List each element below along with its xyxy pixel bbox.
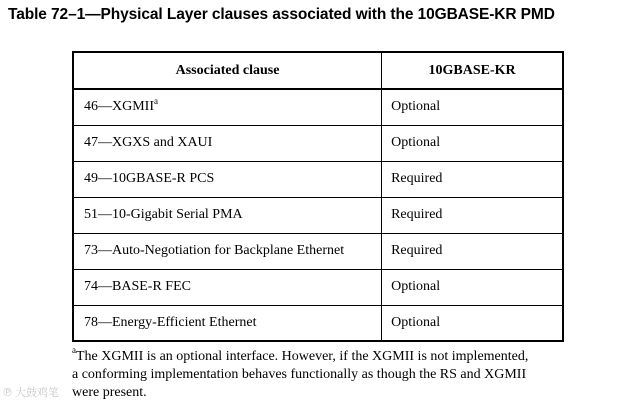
weibo-icon: ℗ [2, 386, 13, 399]
table-row [73, 269, 563, 305]
clause-cell [73, 89, 382, 125]
table-row [73, 305, 563, 341]
footnote-line: were present. [72, 385, 147, 400]
table-row [73, 197, 563, 233]
table-row [73, 161, 563, 197]
clause-cell: 51—10-Gigabit Serial PMA [73, 197, 382, 233]
watermark [2, 384, 59, 400]
table-title: Table 72–1—Physical Layer clauses associated with the 10GBASE-KR PMD [8, 6, 555, 23]
status-cell: Optional [382, 305, 563, 341]
status-cell: Required [382, 197, 563, 233]
watermark-text: 大鼓鸡笔 [15, 386, 59, 399]
table-footnote [72, 345, 572, 402]
clause-text: 46—XGMII [84, 99, 154, 115]
footnote-line: a conforming implementation behaves functionally as though the RS and XGMII [72, 367, 527, 382]
clause-cell: 73—Auto-Negotiation for Backplane Ethernet [73, 233, 382, 269]
status-cell: Optional [382, 269, 563, 305]
footnote-marker: a [72, 345, 76, 356]
clause-cell: 47—XGXS and XAUI [73, 125, 382, 161]
status-cell: Optional [382, 125, 563, 161]
table-row [73, 89, 563, 125]
header-10gbase-kr: 10GBASE-KR [382, 52, 563, 89]
table-row [73, 233, 563, 269]
clause-cell: 78—Energy-Efficient Ethernet [73, 305, 382, 341]
footnote-line [72, 345, 572, 366]
clause-cell: 49—10GBASE-R PCS [73, 161, 382, 197]
status-cell: Required [382, 161, 563, 197]
footnote-text: The XGMII is an optional interface. However, if the XGMII is not implemented, [76, 349, 529, 364]
header-associated-clause: Associated clause [73, 52, 382, 89]
footnote-marker: a [154, 95, 158, 106]
status-cell: Optional [382, 89, 563, 125]
table-header-row [73, 52, 563, 89]
table-row [73, 125, 563, 161]
status-cell: Required [382, 233, 563, 269]
clauses-table [72, 51, 564, 342]
clause-cell: 74—BASE-R FEC [73, 269, 382, 305]
